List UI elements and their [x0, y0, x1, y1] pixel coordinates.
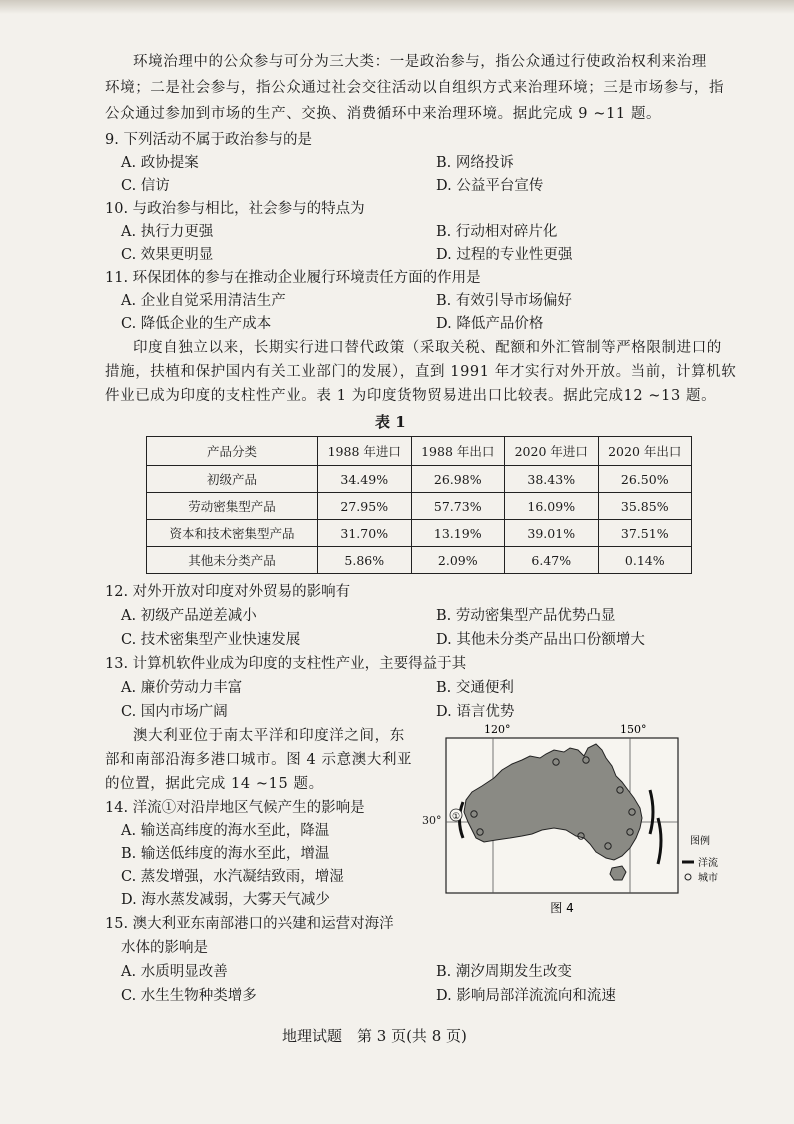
intro2-line3: 件业已成为印度的支柱性产业。表 1 为印度货物贸易进出口比较表。据此完成12 ~13 题。 [105, 388, 717, 404]
intro3-line3: 的位置，据此完成 14 ~15 题。 [105, 776, 324, 792]
table-cell: 其他未分类产品 [147, 547, 318, 574]
table-cell: 38.43% [505, 466, 599, 493]
q13-stem: 13. 计算机软件业成为印度的支柱性产业，主要得益于其 [105, 656, 467, 672]
q9-option-a[interactable]: A. 政协提案 [121, 155, 199, 171]
q12-option-a[interactable]: A. 初级产品逆差减小 [121, 608, 257, 624]
page-footer: 地理试题 第 3 页(共 8 页) [282, 1027, 467, 1045]
intro2-line2: 措施，扶植和保护国内有关工业部门的发展），直到 1991 年才实行对外开放。当前，计算机软 [105, 364, 737, 380]
q15-option-b[interactable]: B. 潮汐周期发生改变 [436, 964, 572, 980]
table-cell: 31.70% [318, 520, 412, 547]
table-cell: 27.95% [318, 493, 412, 520]
intro1-line1: 环境治理中的公众参与可分为三大类：一是政治参与，指公众通过行使政治权利来治理 [133, 54, 707, 70]
q11-option-d[interactable]: D. 降低产品价格 [436, 316, 544, 332]
legend-city-swatch [685, 874, 691, 880]
q10-stem: 10. 与政治参与相比，社会参与的特点为 [105, 201, 365, 217]
table-row [147, 466, 692, 493]
tasmania-island [610, 866, 626, 880]
table-cell: 2.09% [411, 547, 505, 574]
intro3-line2: 部和南部沿海多港口城市。图 4 示意澳大利亚 [105, 752, 413, 768]
q12-option-c[interactable]: C. 技术密集型产业快速发展 [121, 632, 301, 648]
q12-stem: 12. 对外开放对印度对外贸易的影响有 [105, 584, 351, 600]
q15-stem-cont: 水体的影响是 [121, 940, 208, 956]
scan-edge [0, 0, 794, 14]
table-cell: 37.51% [598, 520, 692, 547]
table-cell: 26.50% [598, 466, 692, 493]
table-row [147, 547, 692, 574]
table-header-cell: 2020 年进口 [505, 437, 599, 466]
map-caption: 图 4 [550, 901, 574, 915]
table-header-row [147, 437, 692, 466]
table-cell: 13.19% [411, 520, 505, 547]
australia-map-figure [422, 720, 726, 924]
table-cell: 劳动密集型产品 [147, 493, 318, 520]
legend-current-label: 洋流 [698, 858, 718, 869]
intro1-line3: 公众通过参加到市场的生产、交换、消费循环中来治理环境。据此完成 9 ~11 题。 [105, 106, 662, 122]
current-label: ① [451, 812, 461, 822]
q10-option-d[interactable]: D. 过程的专业性更强 [436, 247, 573, 263]
longitude-150-label: 150° [620, 723, 647, 736]
q14-stem: 14. 洋流①对沿岸地区气候产生的影响是 [105, 800, 365, 816]
table-cell: 39.01% [505, 520, 599, 547]
intro1-line2: 环境；二是社会参与，指公众通过社会交往活动以自组织方式来治理环境；三是市场参与，指 [105, 80, 725, 96]
table-header-cell: 1988 年进口 [318, 437, 412, 466]
table-cell: 35.85% [598, 493, 692, 520]
q14-option-d[interactable]: D. 海水蒸发减弱，大雾天气减少 [121, 892, 330, 908]
table-cell: 资本和技术密集型产品 [147, 520, 318, 547]
table-header-cell: 2020 年出口 [598, 437, 692, 466]
table-cell: 5.86% [318, 547, 412, 574]
q12-option-d[interactable]: D. 其他未分类产品出口份额增大 [436, 632, 645, 648]
table-cell: 6.47% [505, 547, 599, 574]
latitude-30-label: 30° [422, 814, 442, 827]
q13-option-b[interactable]: B. 交通便利 [436, 680, 514, 696]
table-cell: 0.14% [598, 547, 692, 574]
table-header-cell: 产品分类 [147, 437, 318, 466]
q14-option-c[interactable]: C. 蒸发增强，水汽凝结致雨，增湿 [121, 869, 344, 885]
table-cell: 16.09% [505, 493, 599, 520]
table-header-cell: 1988 年出口 [411, 437, 505, 466]
q11-option-a[interactable]: A. 企业自觉采用清洁生产 [121, 293, 286, 309]
table-cell: 57.73% [411, 493, 505, 520]
table-row [147, 520, 692, 547]
q15-option-c[interactable]: C. 水生生物种类增多 [121, 988, 257, 1004]
legend-title: 图例 [690, 836, 710, 847]
q12-option-b[interactable]: B. 劳动密集型产品优势凸显 [436, 608, 616, 624]
q10-option-a[interactable]: A. 执行力更强 [121, 224, 214, 240]
table-cell: 初级产品 [147, 466, 318, 493]
table-cell: 26.98% [411, 466, 505, 493]
q15-stem: 15. 澳大利亚东南部港口的兴建和运营对海洋 [105, 916, 394, 932]
trade-table [146, 436, 692, 574]
intro3-line1: 澳大利亚位于南太平洋和印度洋之间，东 [133, 728, 405, 744]
q13-option-a[interactable]: A. 廉价劳动力丰富 [121, 680, 243, 696]
q15-option-d[interactable]: D. 影响局部洋流流向和流速 [436, 988, 616, 1004]
table-caption: 表 1 [375, 413, 406, 431]
legend-city-label: 城市 [698, 873, 718, 884]
q10-option-b[interactable]: B. 行动相对碎片化 [436, 224, 558, 240]
q13-option-c[interactable]: C. 国内市场广阔 [121, 704, 228, 720]
q9-option-d[interactable]: D. 公益平台宣传 [436, 178, 544, 194]
q15-option-a[interactable]: A. 水质明显改善 [121, 964, 228, 980]
q9-option-c[interactable]: C. 信访 [121, 178, 170, 194]
q11-option-c[interactable]: C. 降低企业的生产成本 [121, 316, 272, 332]
q11-stem: 11. 环保团体的参与在推动企业履行环境责任方面的作用是 [105, 270, 481, 286]
q13-option-d[interactable]: D. 语言优势 [436, 704, 515, 720]
q10-option-c[interactable]: C. 效果更明显 [121, 247, 214, 263]
q9-stem: 9. 下列活动不属于政治参与的是 [105, 132, 312, 148]
q9-option-b[interactable]: B. 网络投诉 [436, 155, 514, 171]
table-row [147, 493, 692, 520]
q14-option-a[interactable]: A. 输送高纬度的海水至此，降温 [121, 823, 330, 839]
q14-option-b[interactable]: B. 输送低纬度的海水至此，增温 [121, 846, 330, 862]
intro2-line1: 印度自独立以来，长期实行进口替代政策（采取关税、配额和外汇管制等严格限制进口的 [133, 340, 722, 356]
q11-option-b[interactable]: B. 有效引导市场偏好 [436, 293, 572, 309]
longitude-120-label: 120° [484, 723, 511, 736]
australia-map [436, 720, 726, 920]
table-cell: 34.49% [318, 466, 412, 493]
